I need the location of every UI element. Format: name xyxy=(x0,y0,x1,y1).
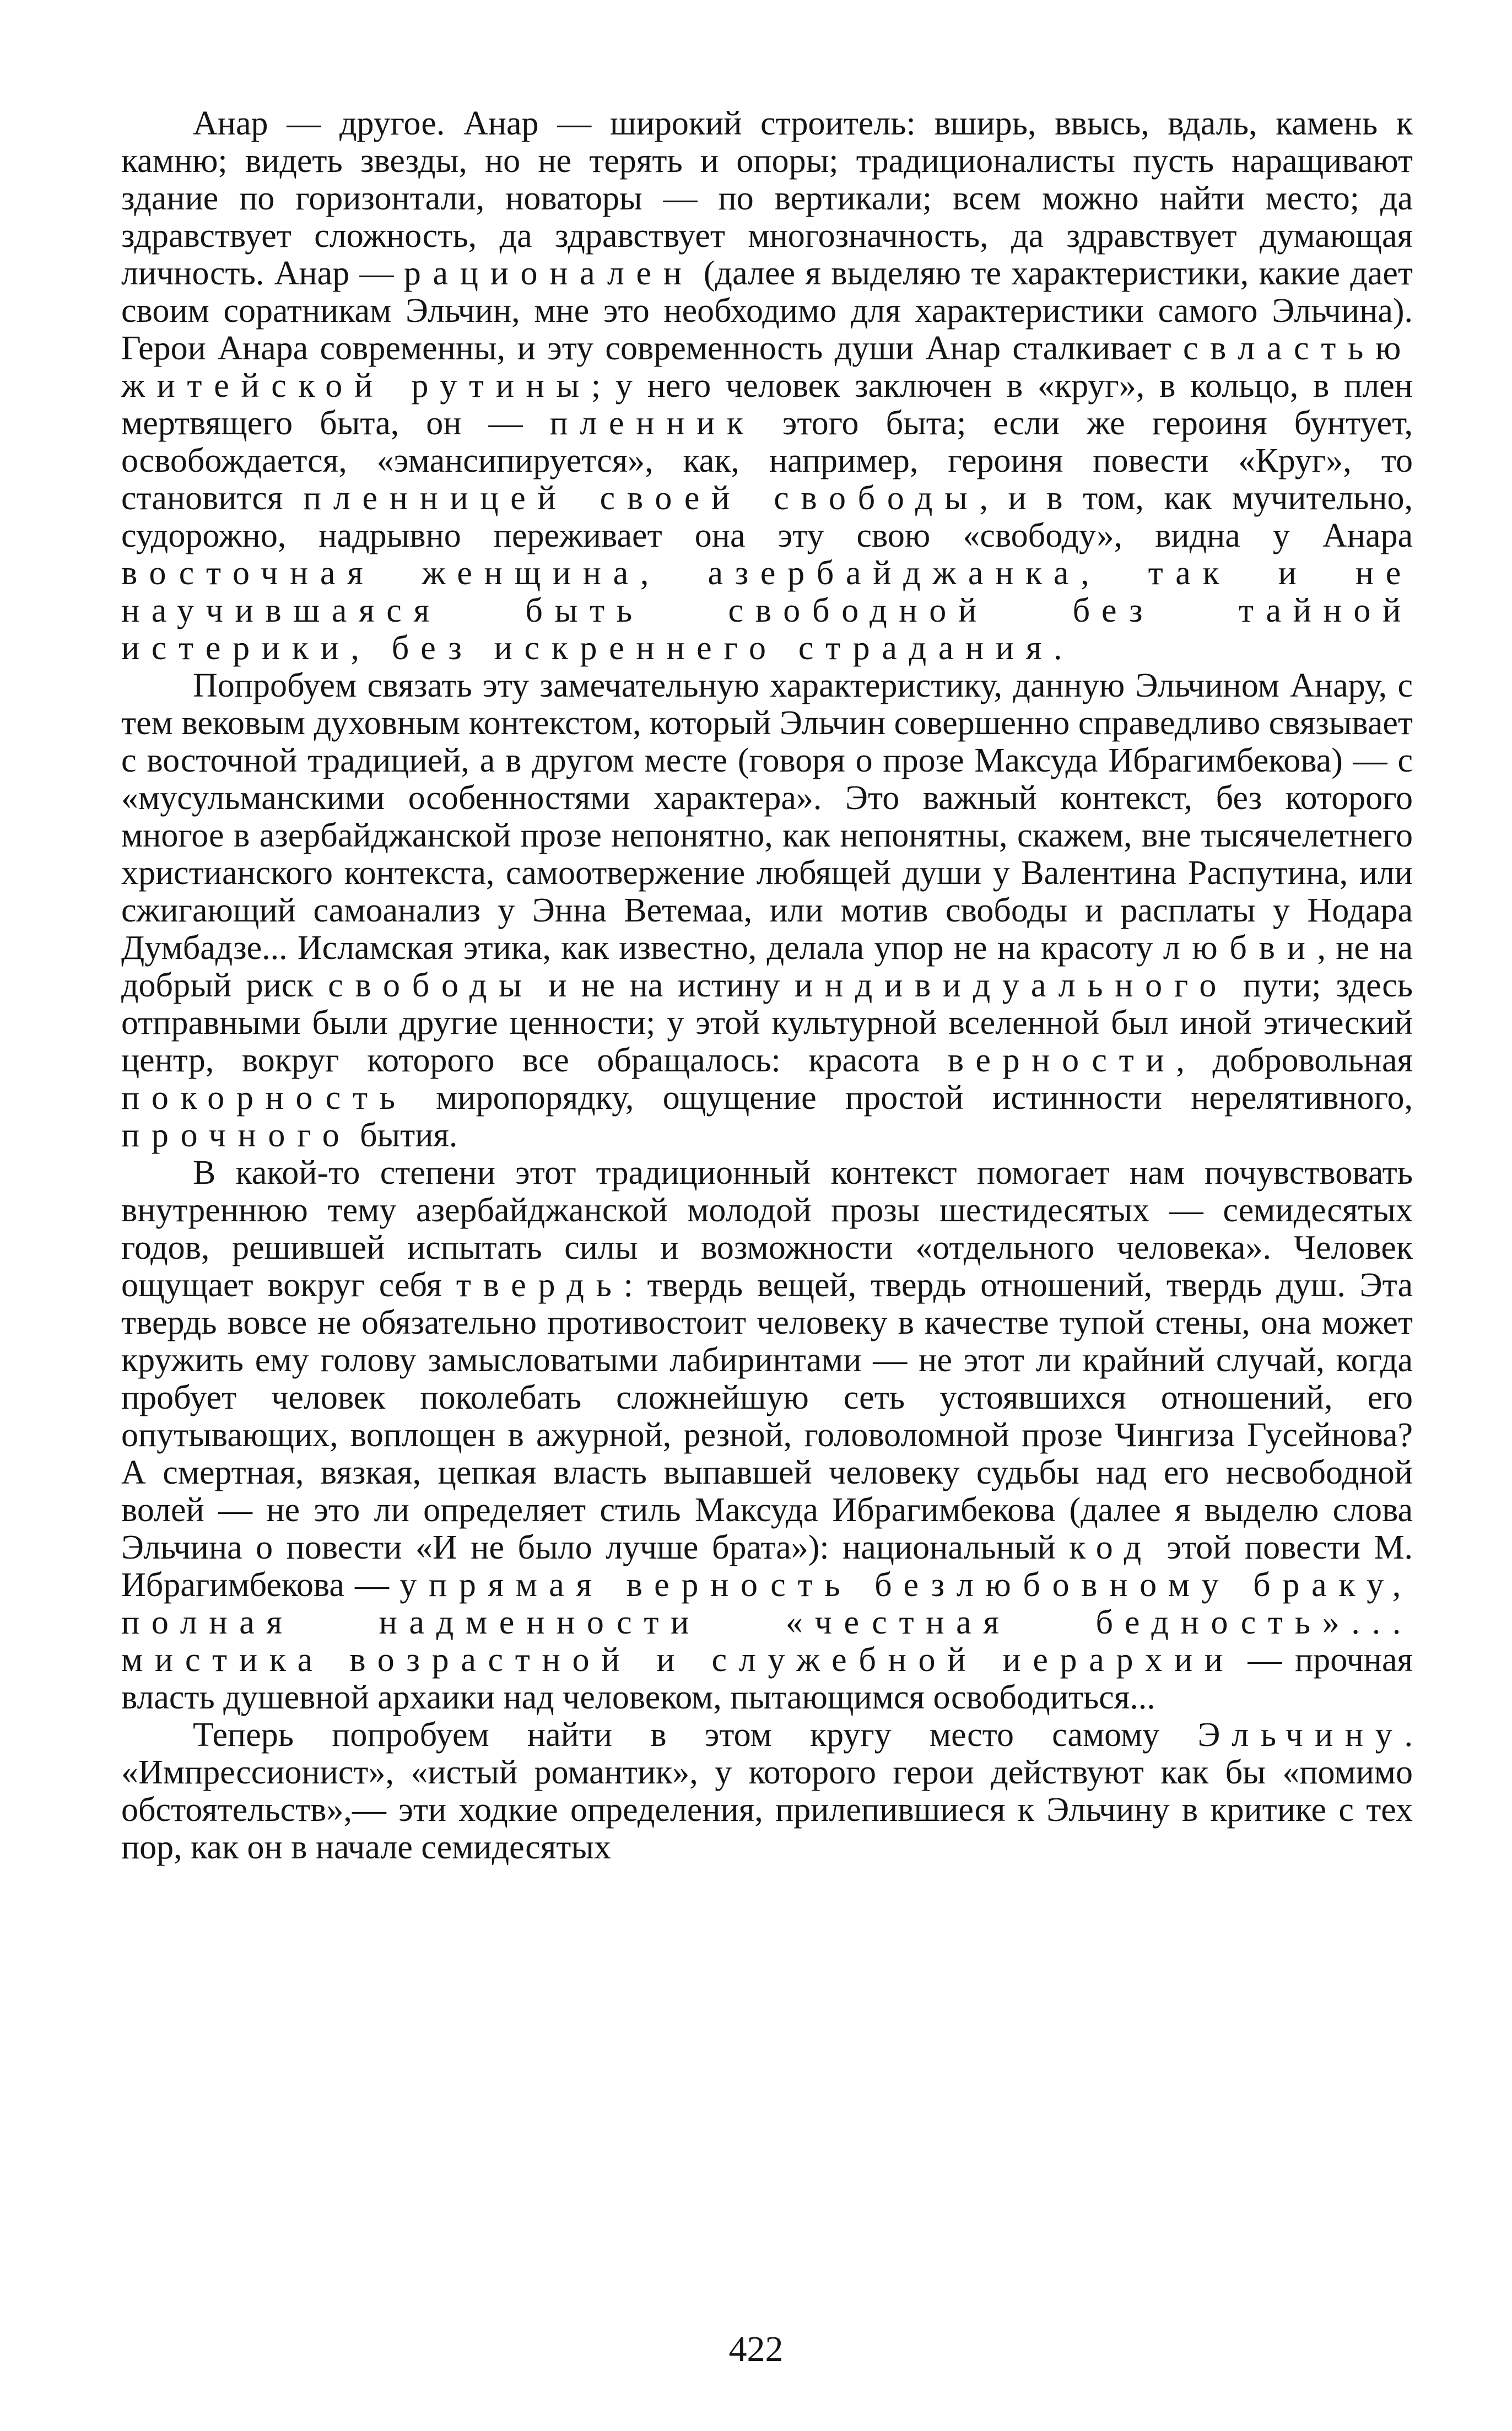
text-run: (далее я выделяю те характеристики, какие дает своим соратникам Эльчин, мне это необходимо для характеристики самого Эльчина). Герои Анара современны, и эту современность души Анар сталкивает с xyxy=(121,255,1413,367)
text-run: Теперь попробуем найти в этом кругу место самому xyxy=(193,1716,1198,1754)
spaced-emphasis: покорность xyxy=(121,1079,407,1117)
spaced-emphasis: верности xyxy=(947,1042,1176,1079)
text-run: Анар — другое. Анар — широкий строитель: вширь, ввысь, вдаль, камень к камню; видеть звезды, но не терять и опоры; традиционалисты пусть наращивают здание по горизонтали, новаторы — по вертикали; всем можно найти место; да здравствует сложность, да здравствует многозначность, да здравствует думающая личность. Анар — xyxy=(121,105,1413,292)
text-run: : твердь вещей, твердь отношений, твердь душ. Эта твердь вовсе не обязательно противостоит человеку в качестве тупой стены, она может кружить ему голову замысловатыми лабиринтами — не этот ли крайний случай, когда пробует человек поколебать сложнейшую сеть устоявшихся отношений, его опутывающих, воплощен в ажурной, резной, головоломной прозе Чингиза Гусейнова? А смертная, вязкая, цепкая власть выпавшей человеку судьбы над его несвободной волей — не это ли определяет стиль Максуда Ибрагимбекова (далее я выделю слова Эльчина о повести «И не было лучше брата»): национальный xyxy=(121,1266,1413,1566)
spaced-emphasis: пленник xyxy=(549,405,755,442)
spaced-emphasis: пленницей своей свободы xyxy=(303,479,980,517)
page-number: 422 xyxy=(728,2329,784,2369)
paragraph xyxy=(121,1154,1413,1716)
text-run: , добровольная xyxy=(1176,1042,1413,1079)
text-run: Попробуем связать эту замечательную характеристику, данную Эльчином Анару, с тем вековым духовным контекстом, который Эльчин совершенно справедливо связывает с восточной традицией, а в другом месте (говоря о прозе Максуда Ибрагимбекова) — с «мусульманскими особенностями характера». Это важный контекст, без которого многое в азербайджанской прозе непонятно, как непонятны, скажем, вне тысячелетнего христианского контекста, самоотвержение любящей души у Валентина Распутина, или сжигающий самоанализ у Энна Ветемаа, или мотив свободы и расплаты у Нодара Думбадзе... Исламская этика, как известно, делала упор не на красоту xyxy=(121,667,1413,967)
text-run: этого быта; если же героиня бунтует, освобождается, «эмансипируется», как, например, героиня повести «Круг», то становится xyxy=(121,405,1413,517)
spaced-emphasis: твердь xyxy=(456,1266,624,1304)
spaced-emphasis: восточная женщина, азербайджанка, так и не научившаяся быть свободной без тайной истерики, без искреннего страдания xyxy=(121,554,1413,667)
text-run: ; у него человек заключен в «круг», в кольцо, в плен мертвящего быта, он — xyxy=(121,367,1413,442)
text-run: , не на добрый риск xyxy=(121,929,1413,1004)
spaced-emphasis: рационален xyxy=(403,255,694,292)
spaced-emphasis: свободы xyxy=(328,967,534,1004)
paragraph xyxy=(121,667,1413,1154)
spaced-emphasis: властью житейской рутины xyxy=(121,330,1413,405)
text-run: . «Импрессионист», «истый романтик», у которого герои действуют как бы «помимо обстоятельств»,— эти ходкие определения, прилепившиеся к Эльчину в критике с тех пор, как он в начале семидесятых xyxy=(121,1716,1413,1866)
spaced-emphasis: любви xyxy=(1163,929,1317,967)
text-run: , и в том, как мучительно, судорожно, надрывно переживает она эту свою «свободу», видна у Анара xyxy=(121,479,1413,554)
text-run: — прочная власть душевной архаики над человеком, пытающимся освободиться... xyxy=(121,1641,1413,1716)
text-run: . xyxy=(1054,629,1062,667)
paragraph xyxy=(121,105,1413,667)
text-run: и не на истину xyxy=(533,967,795,1004)
spaced-emphasis: Эльчину xyxy=(1197,1716,1405,1754)
text-run: пути; здесь отправными были другие ценности; у этой культурной вселенной был иной этический центр, вокруг которого все обращалось: красота xyxy=(121,967,1413,1079)
spaced-emphasis: код xyxy=(1069,1529,1153,1566)
paragraph xyxy=(121,1716,1413,1866)
text-run: миропорядку, ощущение простой истинности нерелятивного, xyxy=(407,1079,1413,1117)
body-text xyxy=(121,105,1413,1866)
text-run: В какой-то степени этот традиционный контекст помогает нам почувствовать внутреннюю тему азербайджанской молодой прозы шестидесятых — семидесятых годов, решившей испытать силы и возможности «отдельного человека». Человек ощущает вокруг себя xyxy=(121,1154,1413,1304)
text-run: этой повести М. Ибрагимбекова — xyxy=(121,1529,1413,1604)
text-run: бытия. xyxy=(351,1117,458,1154)
spaced-emphasis: прочного xyxy=(121,1117,352,1154)
spaced-emphasis: индивидуального xyxy=(794,967,1229,1004)
spaced-emphasis: упрямая верность безлюбовному браку, полная надменности «честная бедность»... мистика возрастной и служебной иерархии xyxy=(121,1566,1413,1679)
